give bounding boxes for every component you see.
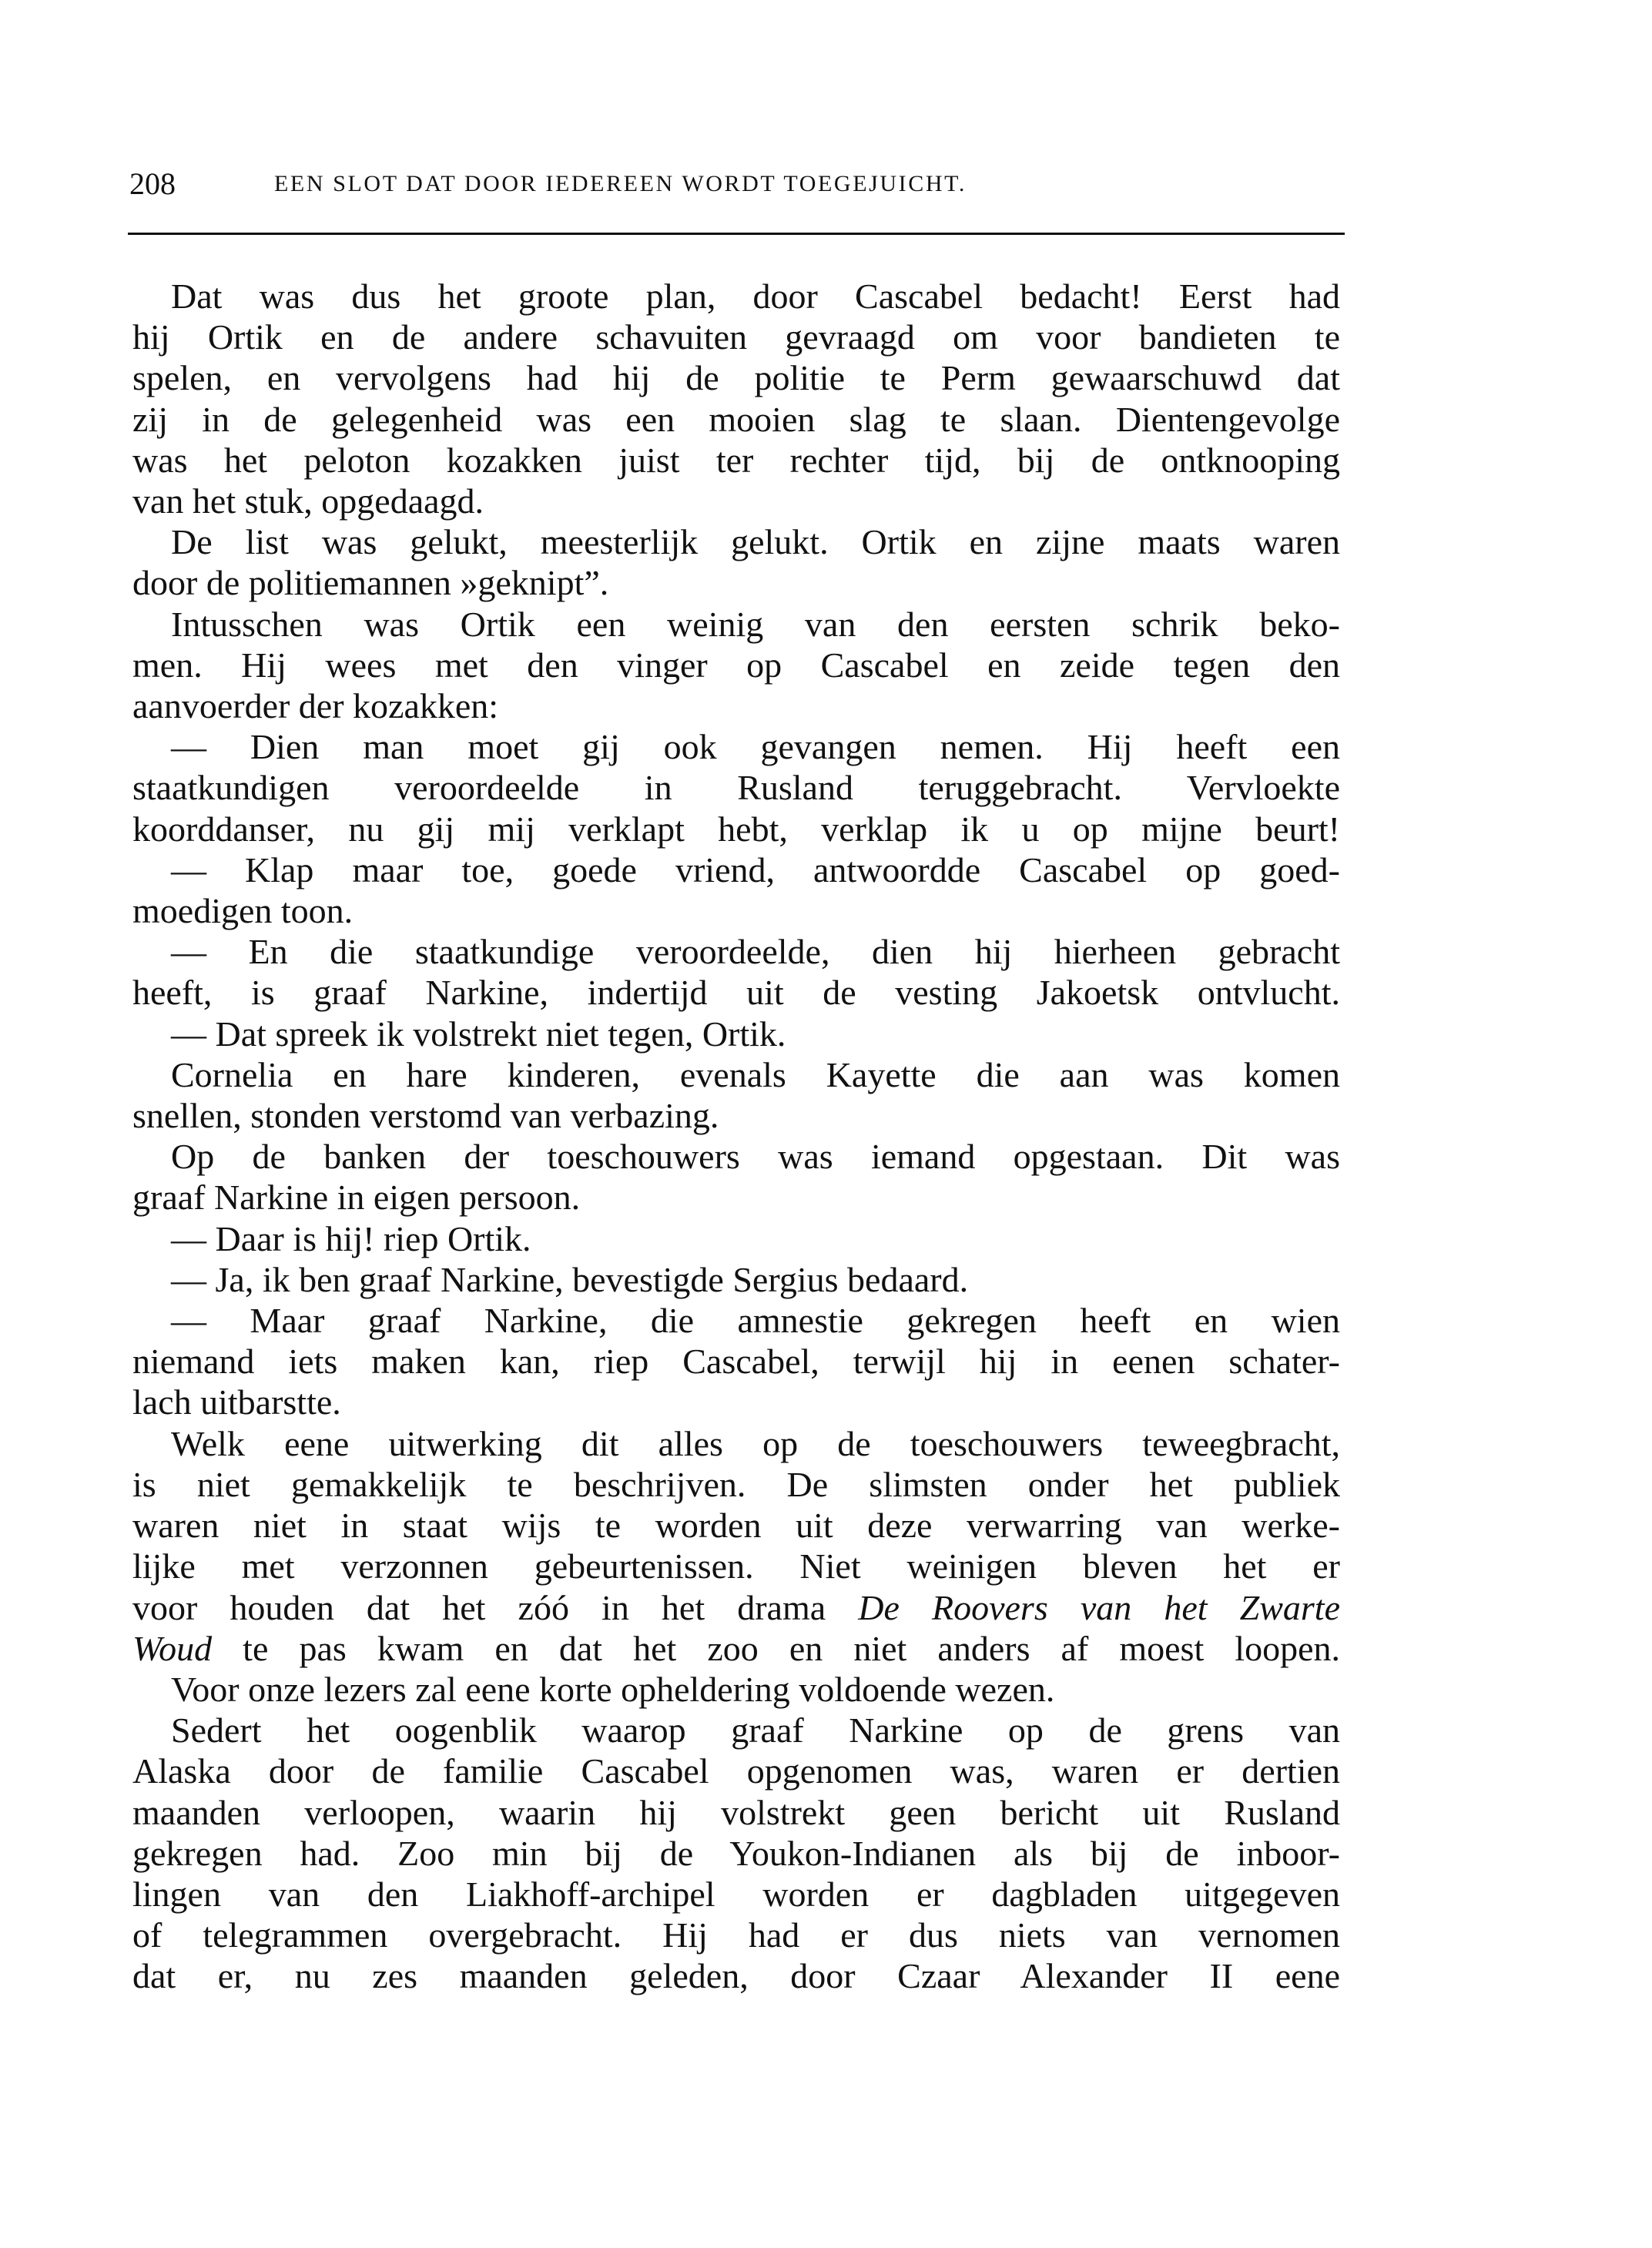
line-text: lach uitbarstte. [132,1382,341,1422]
line-text: snellen, stonden verstomd van verbazing. [132,1096,719,1136]
body-text [132,276,1340,1997]
line-text: Sedert het oogenblik waarop graaf Narkine op de grens van [171,1710,1340,1750]
text-line [132,1587,1340,1628]
text-line [132,317,1340,357]
text-line [132,1341,1340,1382]
text-line [132,399,1340,440]
line-text: te pas kwam en dat het zoo en niet anders af moest loopen. [212,1628,1340,1668]
line-text: spelen, en vervolgens had hij de politie te Perm gewaarschuwd dat [132,358,1340,398]
line-text: is niet gemakkelijk te beschrijven. De slimsten onder het publiek [132,1464,1340,1504]
line-text: Voor onze lezers zal eene korte opheldering voldoende wezen. [171,1669,1055,1709]
text-line [132,1915,1340,1955]
line-text: staatkundigen veroordeelde in Rusland teruggebracht. Vervloekte [132,768,1340,808]
text-line [132,1628,1340,1669]
text-line [132,562,1340,603]
line-text: Cornelia en hare kinderen, evenals Kayette die aan was komen [171,1054,1340,1094]
line-text: — Dat spreek ik volstrekt niet tegen, Ortik. [171,1013,786,1054]
text-line [132,1669,1340,1710]
line-text: heeft, is graaf Narkine, indertijd uit de vesting Jakoetsk ontvlucht. [132,973,1340,1013]
line-text: aanvoerder der kozakken: [132,686,499,726]
line-text: — Dien man moet gij ook gevangen nemen. Hij heeft een [171,727,1340,767]
italic-title-text: Woud [132,1628,213,1668]
line-text: — Maar graaf Narkine, die amnestie gekregen heeft en wien [171,1301,1340,1341]
text-line [132,809,1340,849]
text-line [132,1546,1340,1586]
text-line [132,767,1340,808]
line-text: De list was gelukt, meesterlijk gelukt. Ortik en zijne maats waren [171,522,1340,562]
text-line [132,645,1340,685]
header-rule [128,233,1345,235]
text-line [132,1423,1340,1464]
text-line [132,1095,1340,1136]
line-text: men. Hij wees met den vinger op Cascabel en zeide tegen den [132,645,1340,685]
line-text: Dat was dus het groote plan, door Cascabel bedacht! Eerst had [171,276,1340,316]
line-text: Welk eene uitwerking dit alles op de toeschouwers teweegbracht, [171,1423,1340,1463]
line-text: Op de banken der toeschouwers was iemand opgestaan. Dit was [171,1137,1340,1177]
text-line [132,357,1340,398]
line-text: hij Ortik en de andere schavuiten gevraagd om voor bandieten te [132,317,1340,357]
text-line [132,726,1340,767]
text-line [132,1792,1340,1833]
line-text: Alaska door de familie Cascabel opgenomen was, waren er dertien [132,1751,1340,1791]
italic-title-text: De Roovers van het Zwarte [858,1587,1340,1627]
line-text: koorddanser, nu gij mij verklapt hebt, verklap ik u op mijne beurt! [132,809,1340,849]
text-line [132,849,1340,890]
text-line [132,1955,1340,1996]
line-text: zij in de gelegenheid was een mooien slag te slaan. Dientengevolge [132,399,1340,439]
line-text: — Klap maar toe, goede vriend, antwoordde Cascabel op goed- [171,849,1340,889]
line-text: lijke met verzonnen gebeurtenissen. Niet weinigen bleven het er [132,1546,1340,1586]
line-text: — En die staatkundige veroordeelde, dien hij hierheen gebracht [171,932,1340,972]
line-text: — Daar is hij! riep Ortik. [171,1218,531,1258]
text-line [132,1177,1340,1218]
line-text: — Ja, ik ben graaf Narkine, bevestigde Sergius bedaard. [171,1259,969,1299]
text-line [132,972,1340,1013]
text-line [132,890,1340,931]
text-line [132,604,1340,645]
text-line [132,440,1340,481]
text-line [132,276,1340,317]
line-text: moedigen toon. [132,891,354,931]
text-line [132,1710,1340,1750]
text-line [132,1136,1340,1177]
line-text: of telegrammen overgebracht. Hij had er dus niets van vernomen [132,1915,1340,1955]
line-text: was het peloton kozakken juist ter rechter tijd, bij de ontknooping [132,440,1340,480]
line-text: dat er, nu zes maanden geleden, door Czaar Alexander II eene [132,1956,1340,1996]
text-line [132,1464,1340,1505]
text-line [132,1218,1340,1259]
text-line [132,685,1340,726]
line-text: door de politiemannen »geknipt”. [132,563,609,603]
text-line [132,1833,1340,1874]
text-line [132,1300,1340,1341]
text-line [132,481,1340,521]
text-line [132,1259,1340,1300]
line-text: gekregen had. Zoo min bij de Youkon-Indianen als bij de inboor- [132,1833,1340,1873]
line-text: Intusschen was Ortik een weinig van den eersten schrik beko- [171,604,1340,644]
text-line [132,1750,1340,1791]
text-line [132,1013,1340,1054]
line-text: maanden verloopen, waarin hij volstrekt geen bericht uit Rusland [132,1792,1340,1832]
text-line [132,1054,1340,1095]
line-text: graaf Narkine in eigen persoon. [132,1178,581,1218]
line-text: lingen van den Liakhoff-archipel worden er dagbladen uitgegeven [132,1874,1340,1914]
line-text: van het stuk, opgedaagd. [132,481,484,521]
text-line [132,521,1340,562]
page-number: 208 [129,166,176,201]
line-text: waren niet in staat wijs te worden uit deze verwarring van werke- [132,1506,1340,1546]
line-text: voor houden dat het zóó in het drama [132,1587,859,1627]
text-line [132,1874,1340,1915]
text-line [132,931,1340,972]
text-line [132,1382,1340,1422]
line-text: niemand iets maken kan, riep Cascabel, terwijl hij in eenen schater- [132,1342,1340,1382]
running-title: EEN SLOT DAT DOOR IEDEREEN WORDT TOEGEJUICHT. [274,171,967,196]
text-line [132,1505,1340,1546]
